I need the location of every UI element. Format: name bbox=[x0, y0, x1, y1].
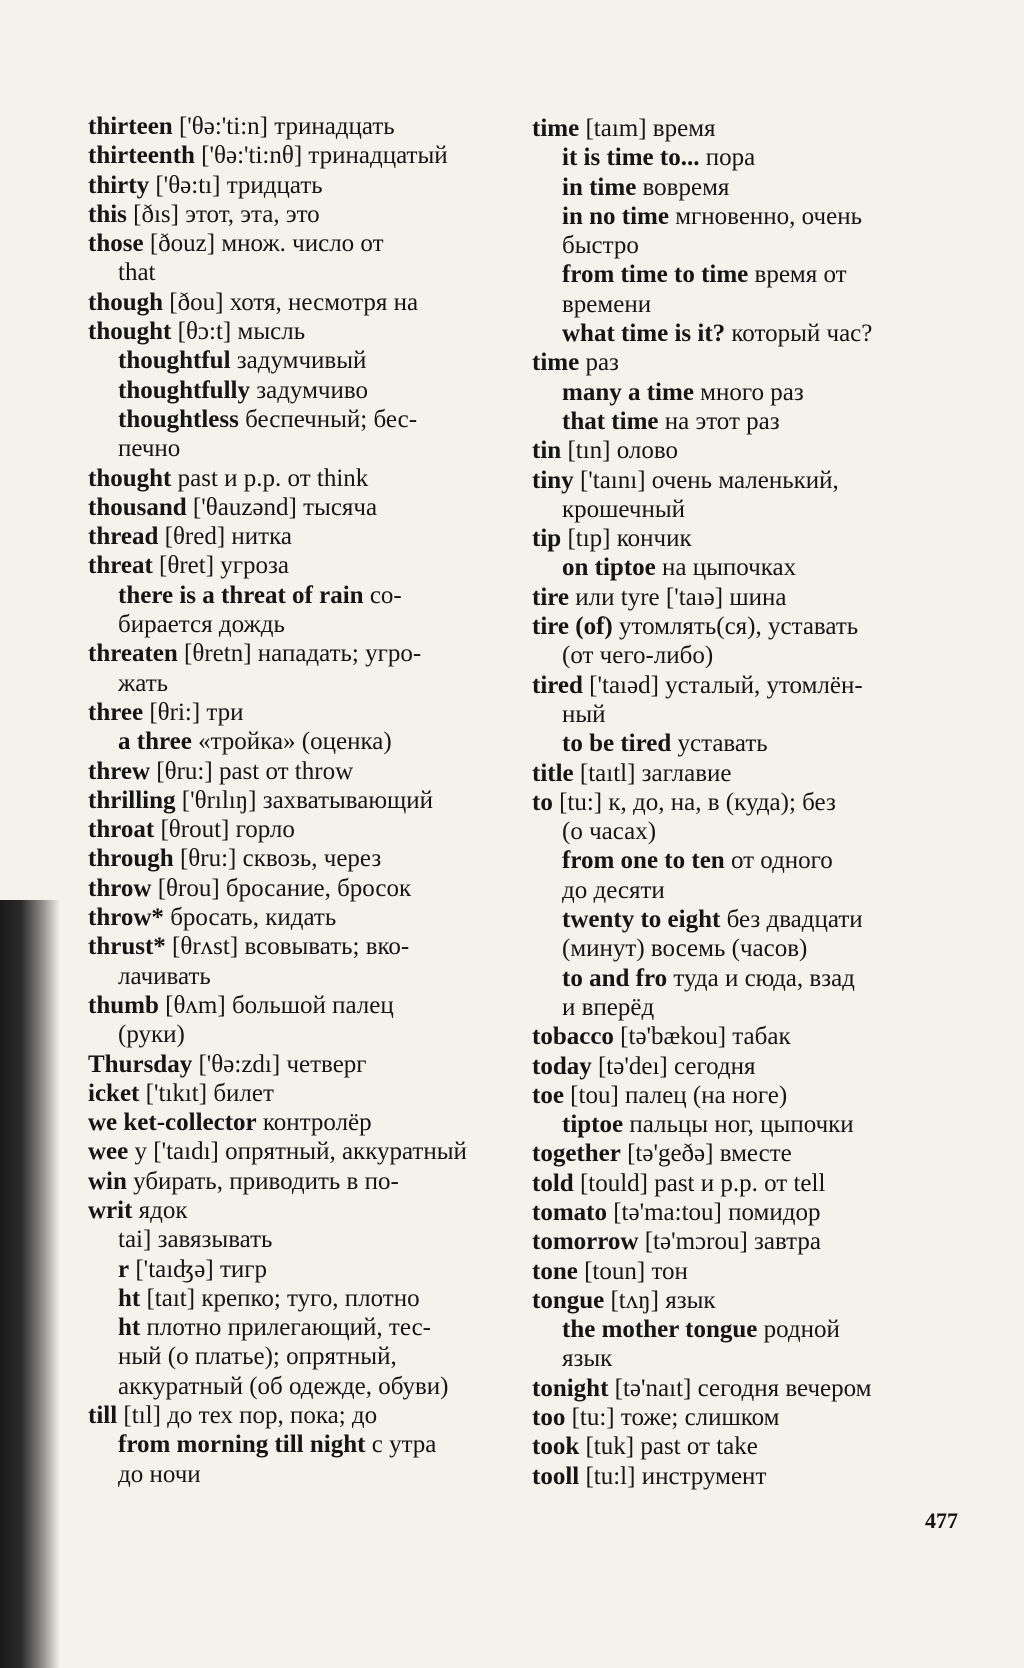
gloss: время bbox=[652, 115, 716, 142]
gloss: тринадцатый bbox=[308, 142, 448, 170]
headword: this bbox=[88, 200, 127, 228]
transcription: ['tıkıt] bbox=[145, 1079, 208, 1107]
headword: to and fro bbox=[562, 964, 668, 992]
transcription: ['taıəd] bbox=[589, 671, 659, 699]
headword: threw bbox=[88, 757, 151, 785]
transcription: [θru:] bbox=[156, 757, 213, 785]
scan-shadow-edge bbox=[0, 900, 60, 1668]
dictionary-entry bbox=[532, 1462, 972, 1491]
headword: though bbox=[88, 288, 164, 316]
headword: told bbox=[532, 1169, 574, 1197]
headword: twenty to eight bbox=[562, 906, 721, 934]
headword: there is a threat of rain bbox=[118, 581, 364, 609]
dictionary-entry bbox=[532, 1052, 972, 1081]
gloss: пора bbox=[705, 144, 756, 172]
dictionary-entry bbox=[88, 405, 520, 464]
dictionary-entry bbox=[88, 932, 520, 991]
dictionary-entry bbox=[88, 1167, 520, 1196]
dictionary-entry bbox=[532, 524, 972, 553]
gloss: заглавие bbox=[641, 759, 732, 787]
gloss-continuation: до ночи bbox=[118, 1460, 201, 1488]
headword: writ bbox=[88, 1196, 133, 1224]
headword: tire (of) bbox=[532, 613, 613, 641]
gloss: бросание, бросок bbox=[225, 874, 412, 902]
dictionary-entry bbox=[532, 1403, 972, 1432]
transcription: [θred] bbox=[164, 523, 226, 551]
gloss: завязывать bbox=[157, 1226, 273, 1254]
dictionary-entry bbox=[88, 171, 520, 200]
transcription: ['taını] bbox=[579, 466, 646, 494]
headword: thrilling bbox=[88, 786, 176, 814]
gloss: нитка bbox=[231, 523, 292, 551]
headword: three bbox=[88, 698, 144, 726]
gloss: беспечный; бес- bbox=[245, 405, 418, 433]
dictionary-entry bbox=[88, 1050, 520, 1079]
transcription: y ['taıdı] bbox=[134, 1138, 219, 1166]
headword: tomato bbox=[532, 1198, 607, 1226]
headword: tiptoe bbox=[562, 1111, 624, 1139]
headword: through bbox=[88, 845, 174, 873]
headword: tomorrow bbox=[532, 1228, 639, 1256]
headword: too bbox=[532, 1404, 566, 1432]
left-column bbox=[88, 112, 520, 1489]
transcription: [θrʌst] bbox=[172, 933, 239, 961]
gloss: кончик bbox=[616, 525, 692, 553]
headword: together bbox=[532, 1140, 621, 1168]
dictionary-entry bbox=[88, 493, 520, 522]
gloss-continuation: жать bbox=[118, 669, 169, 697]
dictionary-entry bbox=[532, 583, 972, 612]
dictionary-entry bbox=[532, 1139, 972, 1168]
gloss: от одного bbox=[730, 847, 833, 875]
headword: tip bbox=[532, 525, 562, 553]
gloss: уставать bbox=[677, 730, 768, 758]
transcription: [tuk] bbox=[585, 1433, 635, 1461]
transcription: [tə'naıt] bbox=[614, 1374, 692, 1402]
gloss: большой палец bbox=[231, 991, 394, 1019]
gloss-continuation: ный bbox=[562, 700, 606, 728]
gloss: от think bbox=[287, 464, 369, 492]
transcription: [tou] bbox=[570, 1081, 619, 1109]
transcription: ['θrılıŋ] bbox=[181, 786, 257, 814]
transcription: [θrou] bbox=[157, 874, 220, 902]
dictionary-entry bbox=[532, 671, 972, 730]
transcription: [ðıs] bbox=[133, 200, 179, 228]
headword: tooll bbox=[532, 1462, 580, 1490]
gloss: к, до, на, в (куда); без bbox=[608, 788, 836, 816]
dictionary-entry bbox=[532, 407, 972, 436]
gloss: до тех пор, пока; до bbox=[167, 1402, 378, 1430]
gloss-continuation: крошечный bbox=[562, 495, 685, 523]
dictionary-entry bbox=[88, 1313, 520, 1401]
dictionary-entry bbox=[532, 1198, 972, 1227]
transcription: [tıl] bbox=[123, 1402, 161, 1430]
dictionary-entry bbox=[88, 346, 520, 375]
dictionary-entry bbox=[88, 698, 520, 727]
transcription: [taım] bbox=[585, 115, 647, 142]
headword: thought bbox=[88, 464, 172, 492]
headword: it is time to... bbox=[562, 144, 700, 172]
dictionary-entry bbox=[532, 466, 972, 525]
dictionary-entry bbox=[532, 759, 972, 788]
gloss: тигр bbox=[219, 1255, 268, 1283]
headword: r bbox=[118, 1255, 130, 1283]
headword: tiny bbox=[532, 466, 574, 494]
gloss: три bbox=[206, 698, 244, 726]
gloss: инструмент bbox=[641, 1462, 767, 1490]
gloss: этот, эта, это bbox=[185, 200, 320, 228]
gloss: на этот раз bbox=[664, 407, 780, 435]
dictionary-entry bbox=[88, 757, 520, 786]
dictionary-entry bbox=[532, 1432, 972, 1461]
dictionary-entry bbox=[532, 729, 972, 758]
gloss: угроза bbox=[220, 552, 290, 580]
headword: Thursday bbox=[88, 1050, 193, 1078]
dictionary-entry bbox=[88, 141, 520, 170]
headword: thoughtfully bbox=[118, 376, 250, 404]
gloss-continuation: (руки) bbox=[118, 1021, 185, 1049]
right-column bbox=[532, 114, 972, 1491]
gloss: сегодня bbox=[673, 1052, 756, 1080]
transcription: tai] bbox=[118, 1226, 152, 1254]
headword: thumb bbox=[88, 991, 159, 1019]
dictionary-entry bbox=[88, 581, 520, 640]
dictionary-entry bbox=[532, 1257, 972, 1286]
transcription: [tə'bækou] bbox=[620, 1023, 727, 1051]
headword: thoughtful bbox=[118, 347, 231, 375]
gloss: раз bbox=[585, 349, 619, 377]
dictionary-entry bbox=[88, 991, 520, 1050]
dictionary-entry bbox=[532, 612, 972, 671]
headword: to bbox=[532, 788, 553, 816]
dictionary-entry bbox=[88, 1284, 520, 1313]
transcription: [taıtl] bbox=[579, 759, 636, 787]
dictionary-entry bbox=[88, 1430, 520, 1489]
dictionary-entry bbox=[88, 815, 520, 844]
headword: from time to time bbox=[562, 261, 749, 289]
headword: ht bbox=[118, 1314, 141, 1342]
gloss: время от bbox=[754, 261, 847, 289]
gloss: утомлять(ся), уставать bbox=[619, 613, 859, 641]
gloss: горло bbox=[235, 816, 295, 844]
headword: in no time bbox=[562, 202, 669, 230]
headword: took bbox=[532, 1433, 580, 1461]
transcription: [tə'mɔrou] bbox=[644, 1228, 748, 1256]
dictionary-entry bbox=[532, 553, 972, 582]
headword: those bbox=[88, 230, 144, 258]
dictionary-entry bbox=[532, 788, 972, 847]
gloss: сквозь, через bbox=[242, 845, 382, 873]
gloss: ядок bbox=[138, 1196, 188, 1224]
transcription: или tyre ['taıə] bbox=[575, 583, 724, 611]
headword: many a time bbox=[562, 378, 694, 406]
dictionary-entry bbox=[88, 903, 520, 932]
gloss: шина bbox=[729, 583, 787, 611]
gloss: плотно прилегающий, тес- bbox=[146, 1314, 431, 1342]
gloss: захватывающий bbox=[262, 786, 434, 814]
headword: from one to ten bbox=[562, 847, 725, 875]
headword: time bbox=[532, 349, 580, 377]
dictionary-entry bbox=[532, 1315, 972, 1374]
dictionary-entry bbox=[532, 1286, 972, 1315]
dictionary-entry bbox=[88, 551, 520, 580]
headword: thrust* bbox=[88, 933, 166, 961]
headword: ht bbox=[118, 1284, 141, 1312]
headword: tobacco bbox=[532, 1023, 614, 1051]
dictionary-entry bbox=[532, 1227, 972, 1256]
gloss-continuation: that bbox=[118, 259, 156, 287]
gloss: родной bbox=[763, 1316, 840, 1344]
dictionary-entry bbox=[532, 846, 972, 905]
transcription: ['θə:'ti:n] bbox=[178, 113, 268, 140]
gloss-continuation: ный (о платье); опрятный, bbox=[118, 1343, 397, 1371]
gloss: четверг bbox=[286, 1050, 367, 1078]
gloss: билет bbox=[213, 1079, 274, 1107]
headword: toe bbox=[532, 1081, 564, 1109]
headword: threat bbox=[88, 552, 153, 580]
gloss-continuation: (о часах) bbox=[562, 818, 657, 846]
gloss: палец (на ноге) bbox=[625, 1081, 788, 1109]
dictionary-entry bbox=[532, 143, 972, 172]
dictionary-entry bbox=[88, 1401, 520, 1430]
headword: thought bbox=[88, 318, 172, 346]
gloss: мгновенно, очень bbox=[675, 202, 862, 230]
gloss-continuation: быстро bbox=[562, 232, 639, 260]
transcription: [tın] bbox=[567, 437, 611, 465]
transcription: [toun] bbox=[584, 1257, 646, 1285]
transcription: [tə'geðə] bbox=[627, 1140, 714, 1168]
transcription: [θret] bbox=[159, 552, 215, 580]
transcription: [θɔ:t] bbox=[177, 318, 232, 346]
gloss: всовывать; вко- bbox=[244, 933, 410, 961]
gloss-continuation: лачивать bbox=[118, 962, 211, 990]
headword: from morning till night bbox=[118, 1431, 366, 1459]
gloss: «тройка» (оценка) bbox=[198, 728, 392, 756]
headword: thoughtless bbox=[118, 405, 239, 433]
dictionary-entry bbox=[532, 1110, 972, 1139]
transcription: [θru:] bbox=[179, 845, 237, 873]
gloss-continuation: печно bbox=[118, 435, 181, 463]
headword: in time bbox=[562, 173, 637, 201]
transcription: [tʌŋ] bbox=[610, 1286, 659, 1314]
headword: to be tired bbox=[562, 730, 672, 758]
headword: time bbox=[532, 115, 580, 142]
gloss: задумчивый bbox=[236, 347, 367, 375]
transcription: [tould] bbox=[579, 1169, 648, 1197]
gloss: помидор bbox=[728, 1198, 821, 1226]
dictionary-entry bbox=[532, 1081, 972, 1110]
gloss-continuation: и вперёд bbox=[562, 993, 655, 1021]
dictionary-entry bbox=[532, 173, 972, 202]
transcription: [θrout] bbox=[160, 816, 230, 844]
dictionary-entry bbox=[88, 200, 520, 229]
transcription: ['θə:tı] bbox=[155, 171, 221, 199]
dictionary-entry bbox=[532, 1374, 972, 1403]
headword: throw* bbox=[88, 904, 164, 932]
headword: threaten bbox=[88, 640, 178, 668]
gloss: множ. число от bbox=[221, 230, 384, 258]
dictionary-entry bbox=[88, 317, 520, 346]
headword: tin bbox=[532, 437, 562, 465]
transcription: [θʌm] bbox=[165, 991, 226, 1019]
dictionary-entry bbox=[532, 436, 972, 465]
dictionary-entry bbox=[88, 112, 520, 141]
headword: we ket-collector bbox=[88, 1109, 257, 1137]
transcription: [tə'deı] bbox=[597, 1052, 668, 1080]
gloss: сегодня вечером bbox=[697, 1374, 872, 1402]
gloss: который час? bbox=[731, 320, 873, 348]
gloss-continuation: бирается дождь bbox=[118, 611, 285, 639]
gloss: бросать, кидать bbox=[170, 904, 337, 932]
gloss-continuation: до десяти bbox=[562, 876, 665, 904]
dictionary-entry bbox=[532, 348, 972, 377]
headword: wee bbox=[88, 1138, 129, 1166]
dictionary-entry bbox=[88, 844, 520, 873]
gloss: контролёр bbox=[262, 1109, 372, 1137]
headword: thousand bbox=[88, 493, 187, 521]
gloss: тринадцать bbox=[274, 113, 395, 140]
headword: what time is it? bbox=[562, 320, 726, 348]
dictionary-entry bbox=[532, 114, 972, 143]
gloss: хотя, несмотря на bbox=[229, 288, 419, 316]
dictionary-entry bbox=[532, 905, 972, 964]
dictionary-entry bbox=[88, 727, 520, 756]
transcription: [tə'ma:tou] bbox=[613, 1198, 722, 1226]
transcription: [ðouz] bbox=[149, 230, 216, 258]
gloss: очень маленький, bbox=[651, 466, 839, 494]
gloss: мысль bbox=[237, 318, 306, 346]
dictionary-entry bbox=[88, 786, 520, 815]
page-number: 477 bbox=[925, 1508, 958, 1533]
headword: on tiptoe bbox=[562, 554, 656, 582]
dictionary-entry bbox=[88, 874, 520, 903]
dictionary-entry bbox=[88, 1137, 520, 1166]
gloss: тоже; слишком bbox=[620, 1404, 780, 1432]
gloss: много раз bbox=[700, 378, 804, 406]
transcription: ['taıʤə] bbox=[135, 1255, 214, 1283]
headword: win bbox=[88, 1167, 127, 1195]
dictionary-entry bbox=[532, 378, 972, 407]
gloss-continuation: язык bbox=[562, 1345, 613, 1373]
gloss: туда и сюда, взад bbox=[673, 964, 855, 992]
headword: throat bbox=[88, 816, 155, 844]
gloss-continuation: времени bbox=[562, 290, 652, 318]
gloss: тысяча bbox=[303, 493, 378, 521]
headword: thirty bbox=[88, 171, 150, 199]
headword: till bbox=[88, 1402, 118, 1430]
gloss: past и p.p. от tell bbox=[654, 1169, 826, 1197]
dictionary-entry bbox=[532, 964, 972, 1023]
dictionary-entry bbox=[88, 229, 520, 288]
transcription: [tu:l] bbox=[585, 1462, 636, 1490]
headword: tongue bbox=[532, 1286, 605, 1314]
dictionary-entry bbox=[88, 464, 520, 493]
gloss: завтра bbox=[754, 1228, 822, 1256]
transcription: ['θauzənd] bbox=[192, 493, 297, 521]
headword: thread bbox=[88, 523, 159, 551]
transcription: [tu:] bbox=[571, 1404, 615, 1432]
gloss: вместе bbox=[719, 1140, 792, 1168]
gloss: язык bbox=[665, 1286, 716, 1314]
dictionary-entry bbox=[532, 260, 972, 319]
gloss: со- bbox=[369, 581, 402, 609]
headword: tonight bbox=[532, 1374, 609, 1402]
gloss: на цыпочках bbox=[662, 554, 797, 582]
dictionary-entry bbox=[532, 202, 972, 261]
gloss: без двадцати bbox=[726, 906, 863, 934]
gloss: усталый, утомлён- bbox=[665, 671, 863, 699]
transcription: [θretn] bbox=[184, 640, 252, 668]
headword: tire bbox=[532, 583, 570, 611]
headword: tired bbox=[532, 671, 583, 699]
gloss-continuation: (от чего-либо) bbox=[562, 642, 714, 670]
headword: thirteenth bbox=[88, 142, 195, 170]
gloss-continuation: (минут) восемь (часов) bbox=[562, 935, 808, 963]
gloss: табак bbox=[732, 1023, 791, 1051]
gloss: опрятный, аккуратный bbox=[225, 1138, 467, 1166]
gloss: past от take bbox=[640, 1433, 758, 1461]
gloss: крепко; туго, плотно bbox=[201, 1284, 420, 1312]
transcription: past и p.p. bbox=[177, 464, 282, 492]
transcription: ['θə:zdı] bbox=[198, 1050, 281, 1078]
gloss: past от throw bbox=[218, 757, 354, 785]
dictionary-entry bbox=[532, 319, 972, 348]
dictionary-entry bbox=[88, 639, 520, 698]
gloss: тон bbox=[651, 1257, 688, 1285]
dictionary-entry bbox=[88, 1196, 520, 1225]
transcription: ['θə:'ti:nθ] bbox=[201, 142, 303, 170]
transcription: [ðou] bbox=[169, 288, 224, 316]
dictionary-entry bbox=[88, 1225, 520, 1254]
gloss-continuation: аккуратный (об одежде, обуви) bbox=[118, 1372, 449, 1400]
dictionary-entry bbox=[88, 1255, 520, 1284]
headword: today bbox=[532, 1052, 592, 1080]
transcription: [taıt] bbox=[146, 1284, 196, 1312]
gloss: с утра bbox=[371, 1431, 437, 1459]
headword: throw bbox=[88, 874, 152, 902]
dictionary-entry bbox=[88, 376, 520, 405]
dictionary-entry bbox=[88, 522, 520, 551]
dictionary-entry bbox=[532, 1169, 972, 1198]
headword: tone bbox=[532, 1257, 578, 1285]
headword: that time bbox=[562, 407, 659, 435]
transcription: [θri:] bbox=[149, 698, 201, 726]
gloss: нападать; угро- bbox=[257, 640, 422, 668]
headword: a three bbox=[118, 728, 192, 756]
dictionary-entry bbox=[88, 1079, 520, 1108]
dictionary-entry bbox=[532, 1022, 972, 1051]
transcription: [tıp] bbox=[567, 525, 611, 553]
transcription: [tu:] bbox=[559, 788, 603, 816]
gloss: тридцать bbox=[226, 171, 323, 199]
gloss: вовремя bbox=[642, 173, 730, 201]
headword: icket bbox=[88, 1079, 140, 1107]
headword: the mother tongue bbox=[562, 1316, 758, 1344]
gloss: убирать, приводить в по- bbox=[133, 1167, 399, 1195]
gloss: задумчиво bbox=[256, 376, 369, 404]
headword: thirteen bbox=[88, 113, 173, 140]
gloss: олово bbox=[616, 437, 679, 465]
dictionary-entry bbox=[88, 1108, 520, 1137]
headword: title bbox=[532, 759, 574, 787]
dictionary-entry bbox=[88, 288, 520, 317]
gloss: пальцы ног, цыпочки bbox=[629, 1111, 854, 1139]
